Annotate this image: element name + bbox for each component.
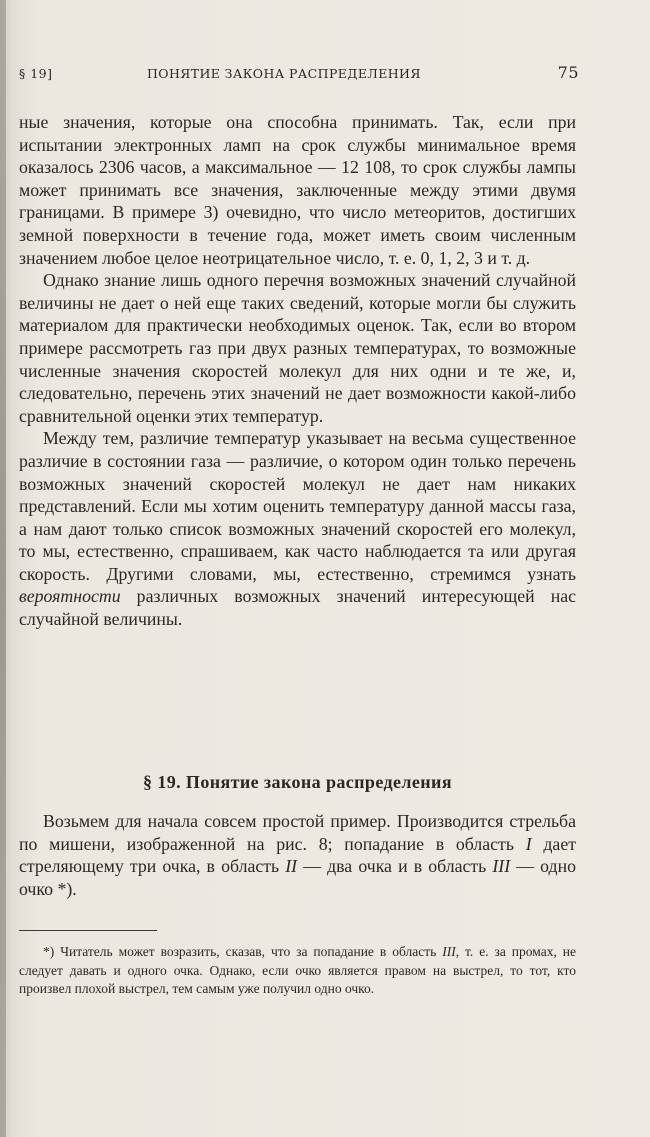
page-gutter-shadow xyxy=(0,0,6,1137)
paragraph-4 xyxy=(19,810,576,900)
paragraph-4-text-d: — одно очко *). xyxy=(19,856,576,899)
page-number: 75 xyxy=(557,63,579,82)
body-text xyxy=(19,111,576,631)
paragraph-2: Однако знание лишь одного перечня возможных значений случайной величины не дает о ней еще таких сведений, которые могли бы служить материалом для практически необходимых оценок. Так, если во втором примере рассмотреть газ при двух разных температурах, то возможные численные значения скоростей молекул для них одни и те же, и, следовательно, перечень этих значений не дает возможности какой-либо сравнительной оценки этих температур. xyxy=(19,270,576,426)
section-body xyxy=(19,810,576,900)
footnote-text-b: , т. е. за промах, не следует давать и одного очка. Однако, если очко является правом на выстрел, то тот, кто произвел плохой выстрел, тем самым уже получил одно очко. xyxy=(19,944,576,996)
footnote xyxy=(19,943,576,999)
header-title: ПОНЯТИЕ ЗАКОНА РАСПРЕДЕЛЕНИЯ xyxy=(147,66,421,81)
running-header xyxy=(19,62,579,86)
footnote-text xyxy=(19,943,576,999)
footnote-divider xyxy=(19,930,157,931)
paragraph-3 xyxy=(19,427,576,630)
region-ii-label: II xyxy=(285,856,298,877)
paragraph-4-text-a: Возьмем для начала совсем простой пример. Производится стрельба по мишени, изображенной на рис. 8; попадание в область xyxy=(19,811,576,854)
region-i-label: I xyxy=(525,833,532,854)
paragraph-1: ные значения, которые она способна принимать. Так, если при испытании электронных ламп на срок службы минимальное время оказалось 2306 часов, а максимальное — 12 108, то срок службы лампы может принимать все значения, заключенные между этими двумя границами. В примере 3) очевидно, что число метеоритов, достигших земной поверхности в течение года, может иметь своим численным значением любое целое неотрицательное число, т. е. 0, 1, 2, 3 и т. д. xyxy=(19,112,576,268)
section-heading: § 19. Понятие закона распределения xyxy=(143,772,452,792)
paragraph-4-text-b: дает стреляющему три очка, в область xyxy=(19,833,576,877)
paragraph-3-text-b: различных возможных значений интересующей нас случайной величины. xyxy=(19,586,576,630)
paragraph-3-text-a: Между тем, различие температур указывает на весьма существенное различие в состоянии газа — различие, о котором один только перечень возможных значений скоростей молекул не дает нам никаких представлений. Если мы хотим оценить температуру данной массы газа, а нам дают только список возможных значений скоростей его молекул, то мы, естественно, спрашиваем, как часто наблюдается та или другая скорость. Другими словами, мы, естественно, стремимся узнать xyxy=(19,428,576,584)
footnote-text-a: *) Читатель может возразить, сказав, что за попадание в область xyxy=(43,944,443,959)
header-section-ref: § 19] xyxy=(19,66,53,81)
region-iii-label: III xyxy=(492,856,511,877)
paragraph-4-text-c: — два очка и в область xyxy=(297,856,493,877)
emphasis-probabilities: вероятности xyxy=(19,586,121,607)
footnote-region-iii: III xyxy=(442,944,456,959)
